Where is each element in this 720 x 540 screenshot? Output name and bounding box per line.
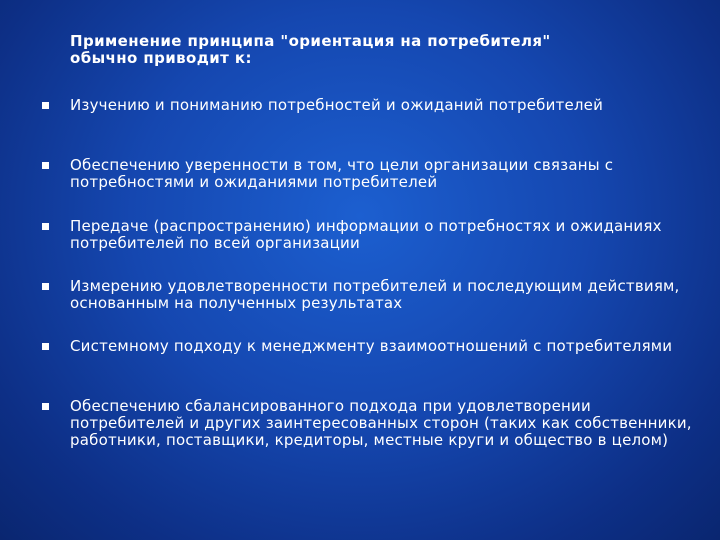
square-bullet-icon bbox=[42, 162, 49, 169]
list-item-text: Обеспечению сбалансированного подхода при удовлетворении потребителей и других заинтересованных сторон (таких как собственники, работники, поставщики, кредиторы, местные круги и общество в целом) bbox=[70, 397, 692, 449]
list-item-text: Передаче (распространению) информации о потребностях и ожиданиях потребителей по всей организации bbox=[70, 217, 662, 252]
square-bullet-icon bbox=[42, 283, 49, 290]
square-bullet-icon bbox=[42, 343, 49, 350]
square-bullet-icon bbox=[42, 102, 49, 109]
square-bullet-icon bbox=[42, 403, 49, 410]
slide-heading: Применение принципа "ориентация на потребителя" обычно приводит к: bbox=[70, 32, 551, 67]
list-item-text: Измерению удовлетворенности потребителей и последующим действиям, основанным на полученных результатах bbox=[70, 277, 680, 312]
list-item-text: Изучению и пониманию потребностей и ожиданий потребителей bbox=[70, 96, 604, 114]
square-bullet-icon bbox=[42, 223, 49, 230]
list-item-text: Обеспечению уверенности в том, что цели организации связаны с потребностями и ожиданиями потребителей bbox=[70, 156, 614, 191]
list-item-text: Системному подходу к менеджменту взаимоотношений с потребителями bbox=[70, 337, 673, 355]
